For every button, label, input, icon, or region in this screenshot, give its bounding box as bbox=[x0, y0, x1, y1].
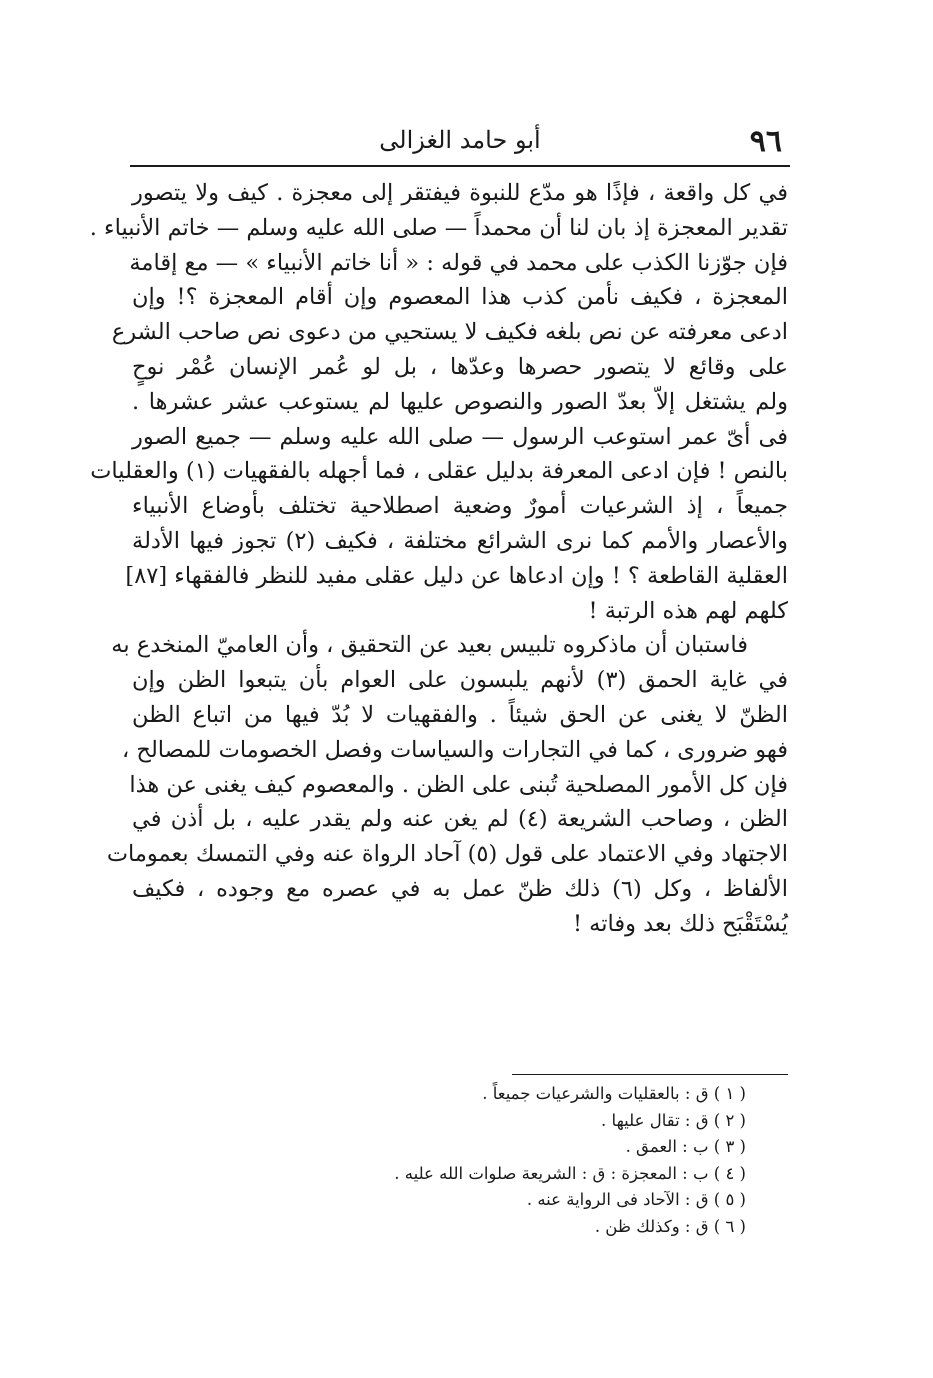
text-line: ادعى معرفته عن نص بلغه فكيف لا يستحيي من دعوى نص صاحب الشرع bbox=[111, 319, 788, 346]
text-line: الألفاظ ، وكل (٦) ذلك ظنّ عمل به في عصره مع وجوده ، فكيف bbox=[132, 875, 788, 902]
text-line: المعجزة ، فكيف نأمن كذب هذا المعصوم وإن أقام المعجزة ؟! وإن bbox=[132, 284, 788, 311]
text-line: فى أىّ عمر استوعب الرسول — صلى الله عليه وسلم — جميع الصور bbox=[132, 423, 788, 450]
text-line: فهو ضرورى ، كما في التجارات والسياسات وفصل الخصومات للمصالح ، bbox=[122, 736, 788, 763]
header-rule bbox=[130, 165, 790, 167]
running-title: أبو حامد الغزالى bbox=[379, 126, 541, 154]
text-line: كلهم لهم هذه الرتبة ! bbox=[588, 597, 788, 624]
footnote: ( ٣ ) ب : العمق . bbox=[625, 1137, 746, 1156]
text-line: الاجتهاد وفي الاعتماد على قول (٥) آحاد الرواة عنه وفي التمسك بعمومات bbox=[106, 841, 788, 868]
footnote: ( ١ ) ق : بالعقليات والشرعيات جميعاً . bbox=[482, 1084, 746, 1103]
text-line: على وقائع لا يتصور حصرها وعدّها ، بل لو عُمر الإنسان عُمْر نوحٍ bbox=[132, 353, 788, 380]
text-line: تقدير المعجزة إذ بان لنا أن محمداً — صلى الله عليه وسلم — خاتم الأنبياء . bbox=[89, 214, 788, 241]
footnote: ( ٢ ) ق : تقال عليها . bbox=[601, 1110, 746, 1130]
text-line: الظنّ لا يغنى عن الحق شيئاً . والفقهيات لا بُدّ فيها من اتباع الظن bbox=[132, 701, 788, 728]
text-line: الظن ، وصاحب الشريعة (٤) لم يغن عنه ولم يقدر عليه ، بل أذن في bbox=[132, 806, 788, 833]
text-line: يُسْتَقْبَح ذلك بعد وفاته ! bbox=[572, 910, 788, 937]
footnote: ( ٤ ) ب : المعجزة : ق : الشريعة صلوات الله عليه . bbox=[394, 1163, 746, 1183]
text-line: العقلية القاطعة ؟ ! وإن ادعاها عن دليل عقلى مفيد للنظر فالفقهاء [٨٧] bbox=[125, 562, 788, 589]
main-text bbox=[89, 176, 789, 942]
footnote: ( ٦ ) ق : وكذلك ظن . bbox=[594, 1216, 746, 1236]
page-header bbox=[130, 118, 790, 164]
text-line: فاستبان أن ماذكروه تلبيس بعيد عن التحقيق ، وأن العاميّ المنخدع به bbox=[111, 632, 748, 659]
text-line: ولم يشتغل إلاّ بعدّ الصور والنصوص عليها لم يستوعب عشر عشرها . bbox=[132, 388, 788, 415]
footnote: ( ٥ ) ق : الآحاد فى الرواية عنه . bbox=[526, 1190, 746, 1209]
text-line: في غاية الحمق (٣) لأنهم يلبسون على العوام بأن يتبعوا الظن وإن bbox=[132, 667, 789, 694]
page-number: ٩٦ bbox=[749, 124, 782, 159]
footnotes bbox=[300, 1081, 746, 1240]
footnote-rule bbox=[512, 1074, 788, 1075]
text-line: جميعاً ، إذ الشرعيات أمورٌ وضعية اصطلاحية تختلف بأوضاع الأنبياء bbox=[132, 493, 788, 520]
text-line: فإن كل الأمور المصلحية تُبنى على الظن . والمعصوم كيف يغنى عن هذا bbox=[129, 771, 788, 798]
text-line: فإن جوّزنا الكذب على محمد في قوله : « أنا خاتم الأنبياء » — مع إقامة bbox=[129, 249, 788, 276]
text-line: والأعصار والأمم كما نرى الشرائع مختلفة ، فكيف (٢) تجوز فيها الأدلة bbox=[132, 527, 788, 554]
text-line: في كل واقعة ، فإذًا هو مدّع للنبوة فيفتقر إلى معجزة . كيف ولا يتصور bbox=[132, 180, 788, 206]
text-line: بالنص ! فإن ادعى المعرفة بدليل عقلى ، فما أجهله بالفقهيات (١) والعقليات bbox=[90, 458, 788, 485]
